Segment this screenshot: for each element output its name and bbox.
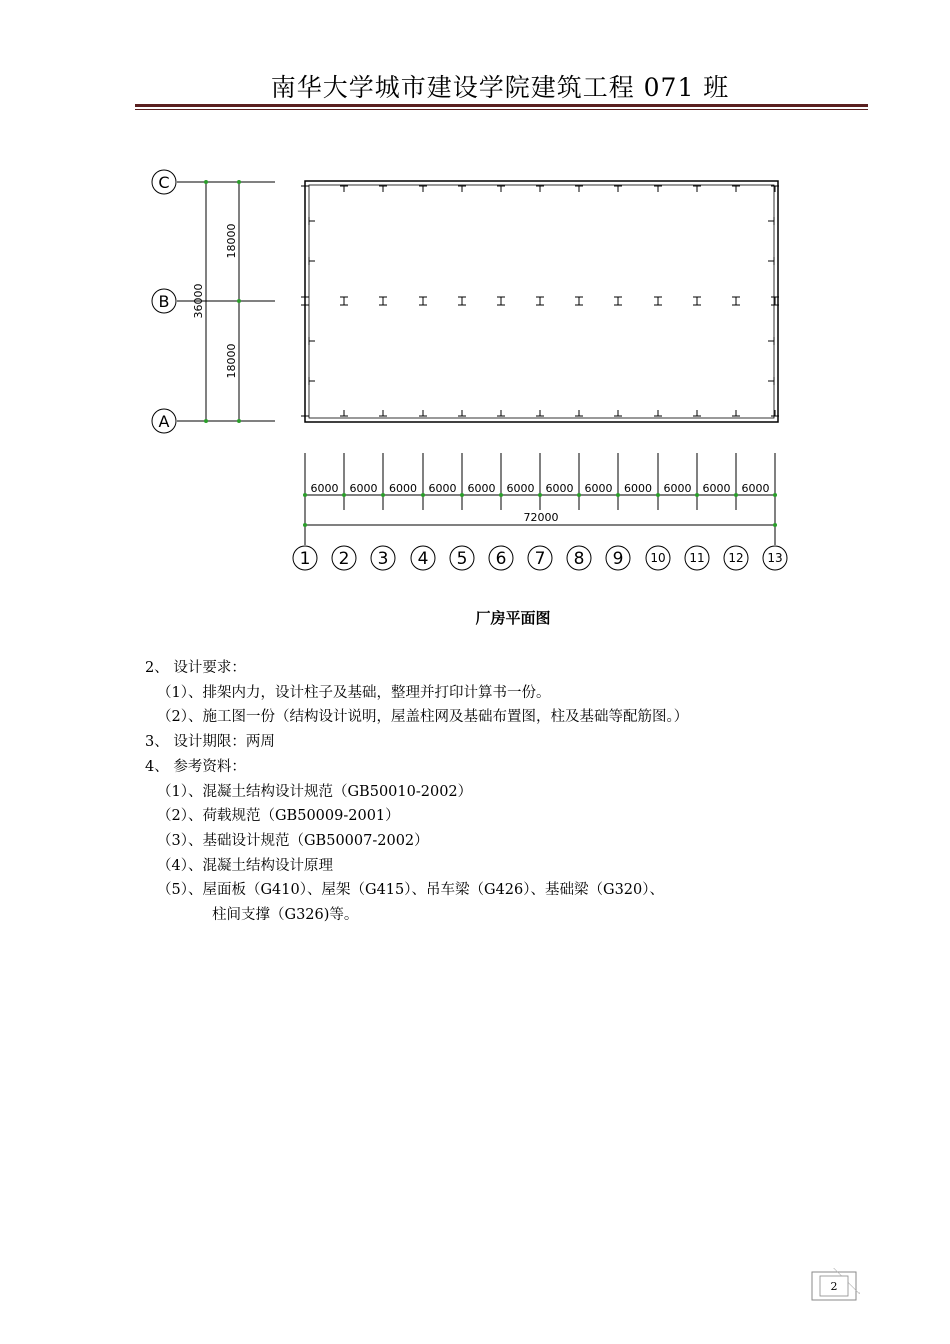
column-span-label: 6000 bbox=[310, 482, 339, 495]
column-marker-top bbox=[575, 186, 583, 192]
column-axis-label: 9 bbox=[612, 549, 624, 569]
column-axis-label: 5 bbox=[456, 549, 468, 569]
column-marker-top bbox=[419, 186, 427, 192]
section-references: 4、 参考资料： bbox=[145, 758, 246, 775]
column-marker-top bbox=[693, 186, 701, 192]
column-axis-bubble bbox=[332, 546, 356, 570]
column-marker-bottom bbox=[732, 410, 740, 416]
page-header-title: 南华大学城市建设学院建筑工程 071 班 bbox=[270, 73, 730, 102]
column-marker-top bbox=[458, 186, 466, 192]
column-marker-middle bbox=[575, 297, 583, 305]
column-marker-bottom bbox=[654, 410, 662, 416]
dimension-tick bbox=[695, 493, 699, 497]
row-span-label-upper: 18000 bbox=[225, 223, 238, 259]
column-marker-top bbox=[301, 186, 309, 192]
column-marker-middle bbox=[732, 297, 740, 305]
column-span-label: 6000 bbox=[428, 482, 457, 495]
dimension-tick bbox=[538, 493, 542, 497]
reference-item-2: （2）、荷载规范（GB50009-2001） bbox=[157, 808, 400, 825]
column-marker-middle bbox=[419, 297, 427, 305]
column-marker-middle bbox=[497, 297, 505, 305]
dimension-tick bbox=[342, 493, 346, 497]
column-axis-label: 13 bbox=[767, 551, 783, 565]
column-marker-bottom bbox=[536, 410, 544, 416]
dimension-tick bbox=[303, 493, 307, 497]
plan-caption: 厂房平面图 bbox=[475, 609, 551, 627]
column-axis-label: 10 bbox=[650, 551, 666, 565]
gable-column-right bbox=[768, 377, 774, 385]
row-axis-bubbles bbox=[152, 170, 176, 433]
dimension-tick bbox=[303, 523, 307, 527]
gable-column-right bbox=[768, 337, 774, 345]
dimension-tick bbox=[773, 523, 777, 527]
reference-item-5: （5）、屋面板（G410）、屋架（G415）、吊车梁（G426）、基础梁（G320）、 bbox=[157, 882, 665, 899]
column-marker-middle bbox=[693, 297, 701, 305]
dimension-tick bbox=[656, 493, 660, 497]
column-marker-top bbox=[732, 186, 740, 192]
column-span-label: 6000 bbox=[349, 482, 378, 495]
column-axis-label: 4 bbox=[417, 549, 429, 569]
page-number-badge bbox=[808, 1268, 860, 1304]
row-span-label-lower: 18000 bbox=[225, 343, 238, 379]
page-number: 2 bbox=[830, 1280, 838, 1293]
column-axis-label: 1 bbox=[299, 549, 311, 569]
column-axis-bubble bbox=[606, 546, 630, 570]
column-axis-label: 3 bbox=[377, 549, 389, 569]
dimension-tick bbox=[421, 493, 425, 497]
design-requirements-text bbox=[145, 656, 688, 928]
column-marker-bottom bbox=[301, 410, 309, 416]
column-axis-bubble bbox=[528, 546, 552, 570]
column-span-label: 6000 bbox=[624, 482, 652, 495]
column-axis-label: 2 bbox=[338, 549, 350, 569]
dimension-tick bbox=[381, 493, 385, 497]
column-span-label: 6000 bbox=[389, 482, 417, 495]
row-axis-label-c: C bbox=[158, 173, 170, 192]
column-dimension-group bbox=[305, 453, 777, 545]
dimension-tick bbox=[773, 493, 777, 497]
gable-column-left bbox=[309, 257, 315, 265]
reference-item-5-continued: 柱间支撑（G326)等。 bbox=[212, 907, 359, 924]
gable-column-left bbox=[309, 217, 315, 225]
column-axis-label: 8 bbox=[573, 549, 585, 569]
factory-plan-drawing bbox=[0, 0, 950, 600]
column-axis-label: 12 bbox=[728, 551, 744, 565]
column-axis-bubble bbox=[724, 546, 748, 570]
column-span-label: 6000 bbox=[663, 482, 692, 495]
section-design-period: 3、 设计期限：两周 bbox=[145, 734, 275, 751]
dimension-tick bbox=[460, 493, 464, 497]
column-marker-bottom bbox=[379, 410, 387, 416]
row-axis-label-b: B bbox=[158, 292, 170, 311]
dimension-tick bbox=[616, 493, 620, 497]
dimension-tick bbox=[734, 493, 738, 497]
column-axis-label: 7 bbox=[534, 549, 546, 569]
column-marker-bottom bbox=[340, 410, 348, 416]
column-marker-bottom bbox=[497, 410, 505, 416]
building-outer-wall bbox=[305, 181, 778, 422]
requirement-item-2: （2）、施工图一份（结构设计说明，屋盖柱网及基础布置图，柱及基础等配筋图。） bbox=[157, 709, 689, 726]
column-axis-label: 11 bbox=[689, 551, 705, 565]
column-marker-middle bbox=[536, 297, 544, 305]
column-marker-middle bbox=[614, 297, 622, 305]
section-design-requirements: 2、 设计要求： bbox=[145, 660, 246, 676]
column-marker-bottom bbox=[575, 410, 583, 416]
dimension-tick bbox=[577, 493, 581, 497]
column-marker-middle bbox=[654, 297, 662, 305]
dimension-tick bbox=[499, 493, 503, 497]
column-marker-middle bbox=[301, 297, 309, 305]
column-axis-bubble bbox=[763, 546, 787, 570]
column-marker-bottom bbox=[693, 410, 701, 416]
gable-column-right bbox=[768, 257, 774, 265]
column-marker-top bbox=[340, 186, 348, 192]
reference-item-4: （4）、混凝土结构设计原理 bbox=[157, 857, 333, 874]
column-axis-bubble bbox=[489, 546, 513, 570]
building-inner-wall bbox=[309, 185, 774, 418]
column-axis-bubbles bbox=[293, 546, 787, 570]
column-marker-bottom bbox=[458, 410, 466, 416]
gable-column-left bbox=[309, 377, 315, 385]
column-markers bbox=[301, 186, 779, 416]
column-span-label: 6000 bbox=[741, 482, 770, 495]
column-axis-bubble bbox=[685, 546, 709, 570]
column-marker-top bbox=[379, 186, 387, 192]
column-marker-bottom bbox=[614, 410, 622, 416]
column-axis-bubble bbox=[646, 546, 670, 570]
gable-column-left bbox=[309, 337, 315, 345]
column-axis-bubble bbox=[293, 546, 317, 570]
column-marker-top bbox=[614, 186, 622, 192]
column-marker-middle bbox=[458, 297, 466, 305]
column-span-label: 6000 bbox=[702, 482, 731, 495]
column-marker-top bbox=[536, 186, 544, 192]
reference-item-1: （1）、混凝土结构设计规范（GB50010-2002） bbox=[157, 783, 473, 800]
reference-item-3: （3）、基础设计规范（GB50007-2002） bbox=[157, 832, 429, 849]
column-axis-bubble bbox=[371, 546, 395, 570]
column-marker-top bbox=[654, 186, 662, 192]
column-marker-top bbox=[497, 186, 505, 192]
row-axis-label-a: A bbox=[158, 412, 170, 431]
column-span-label: 6000 bbox=[584, 482, 613, 495]
row-total-label: 36000 bbox=[192, 283, 205, 319]
column-axis-label: 6 bbox=[495, 549, 507, 569]
column-span-label: 6000 bbox=[506, 482, 535, 495]
column-marker-bottom bbox=[419, 410, 427, 416]
column-span-label: 6000 bbox=[467, 482, 496, 495]
column-marker-middle bbox=[340, 297, 348, 305]
column-axis-bubble bbox=[411, 546, 435, 570]
requirement-item-1: （1）、排架内力，设计柱子及基础，整理并打印计算书一份。 bbox=[157, 684, 551, 701]
column-total-label: 72000 bbox=[523, 511, 559, 524]
column-axis-bubble bbox=[567, 546, 591, 570]
gable-column-right bbox=[768, 217, 774, 225]
column-span-label: 6000 bbox=[545, 482, 574, 495]
column-marker-middle bbox=[379, 297, 387, 305]
column-axis-bubble bbox=[450, 546, 474, 570]
